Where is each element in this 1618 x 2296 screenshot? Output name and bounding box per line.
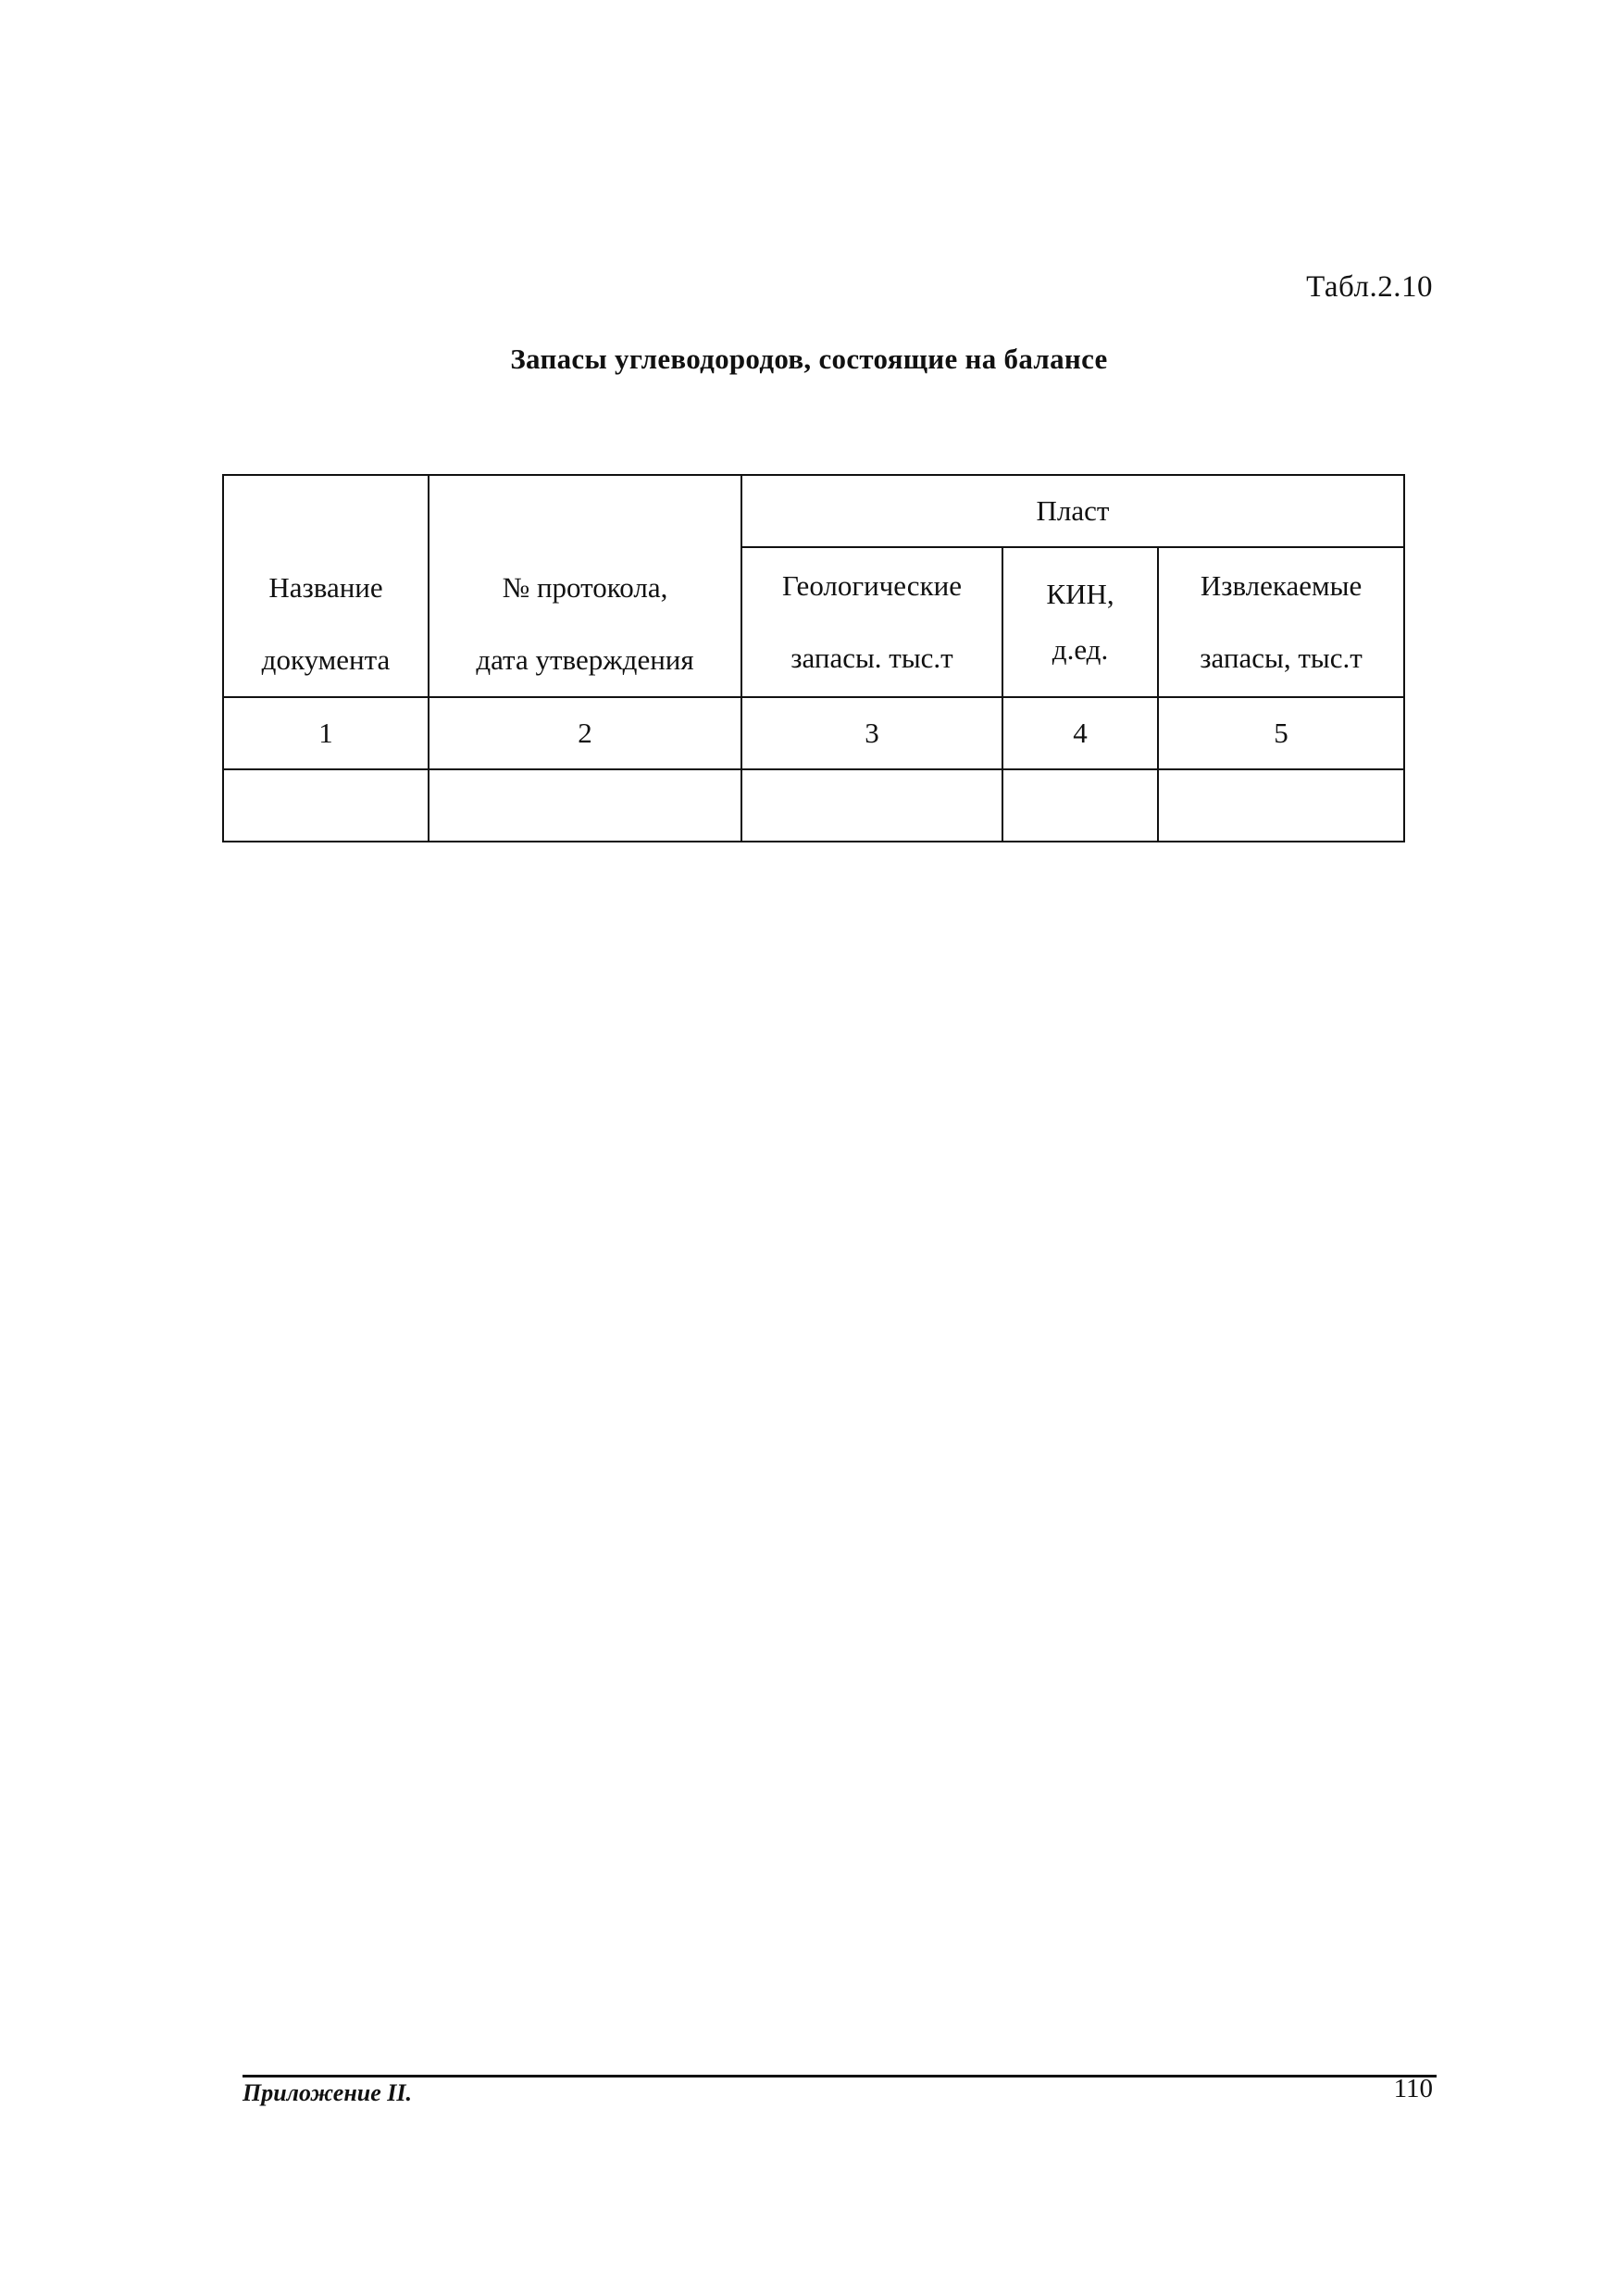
- col-header-line: запасы. тыс.т: [790, 642, 953, 674]
- col-header-kin: [1002, 547, 1158, 697]
- column-number: 1: [223, 697, 429, 769]
- table-cell: [223, 769, 429, 842]
- col-header-line: д.ед.: [1052, 633, 1109, 666]
- col-header-line: Название: [268, 571, 383, 604]
- col-header-document-name: [223, 475, 429, 697]
- table-cell: [1002, 769, 1158, 842]
- table-cell: [429, 769, 741, 842]
- table-cell: [1158, 769, 1404, 842]
- col-header-line: Геологические: [782, 569, 962, 602]
- col-header-recoverable-reserves: [1158, 547, 1404, 697]
- col-header-line: дата утверждения: [476, 643, 694, 676]
- column-number: 2: [429, 697, 741, 769]
- col-header-line: документа: [261, 643, 391, 676]
- col-header-protocol: [429, 475, 741, 697]
- table-row: [223, 769, 1404, 842]
- reserves-table: [222, 474, 1405, 842]
- table-cell: [741, 769, 1002, 842]
- col-header-line: КИН,: [1046, 578, 1114, 610]
- page-number: 110: [1393, 2074, 1433, 2103]
- group-header-plast: Пласт: [741, 475, 1404, 547]
- column-number: 3: [741, 697, 1002, 769]
- footer-divider: [243, 2075, 1437, 2078]
- col-header-geological-reserves: [741, 547, 1002, 697]
- table-title: Запасы углеводородов, состоящие на балансе: [510, 343, 1108, 375]
- column-number: 4: [1002, 697, 1158, 769]
- footer-appendix-label: Приложение II.: [243, 2079, 413, 2106]
- col-header-line: запасы, тыс.т: [1200, 642, 1363, 674]
- column-number-row: [223, 697, 1404, 769]
- col-header-line: Извлекаемые: [1200, 569, 1363, 602]
- header-row-1: [223, 475, 1404, 547]
- col-header-line: № протокола,: [502, 571, 668, 604]
- table-number: Табл.2.10: [1306, 270, 1433, 304]
- column-number: 5: [1158, 697, 1404, 769]
